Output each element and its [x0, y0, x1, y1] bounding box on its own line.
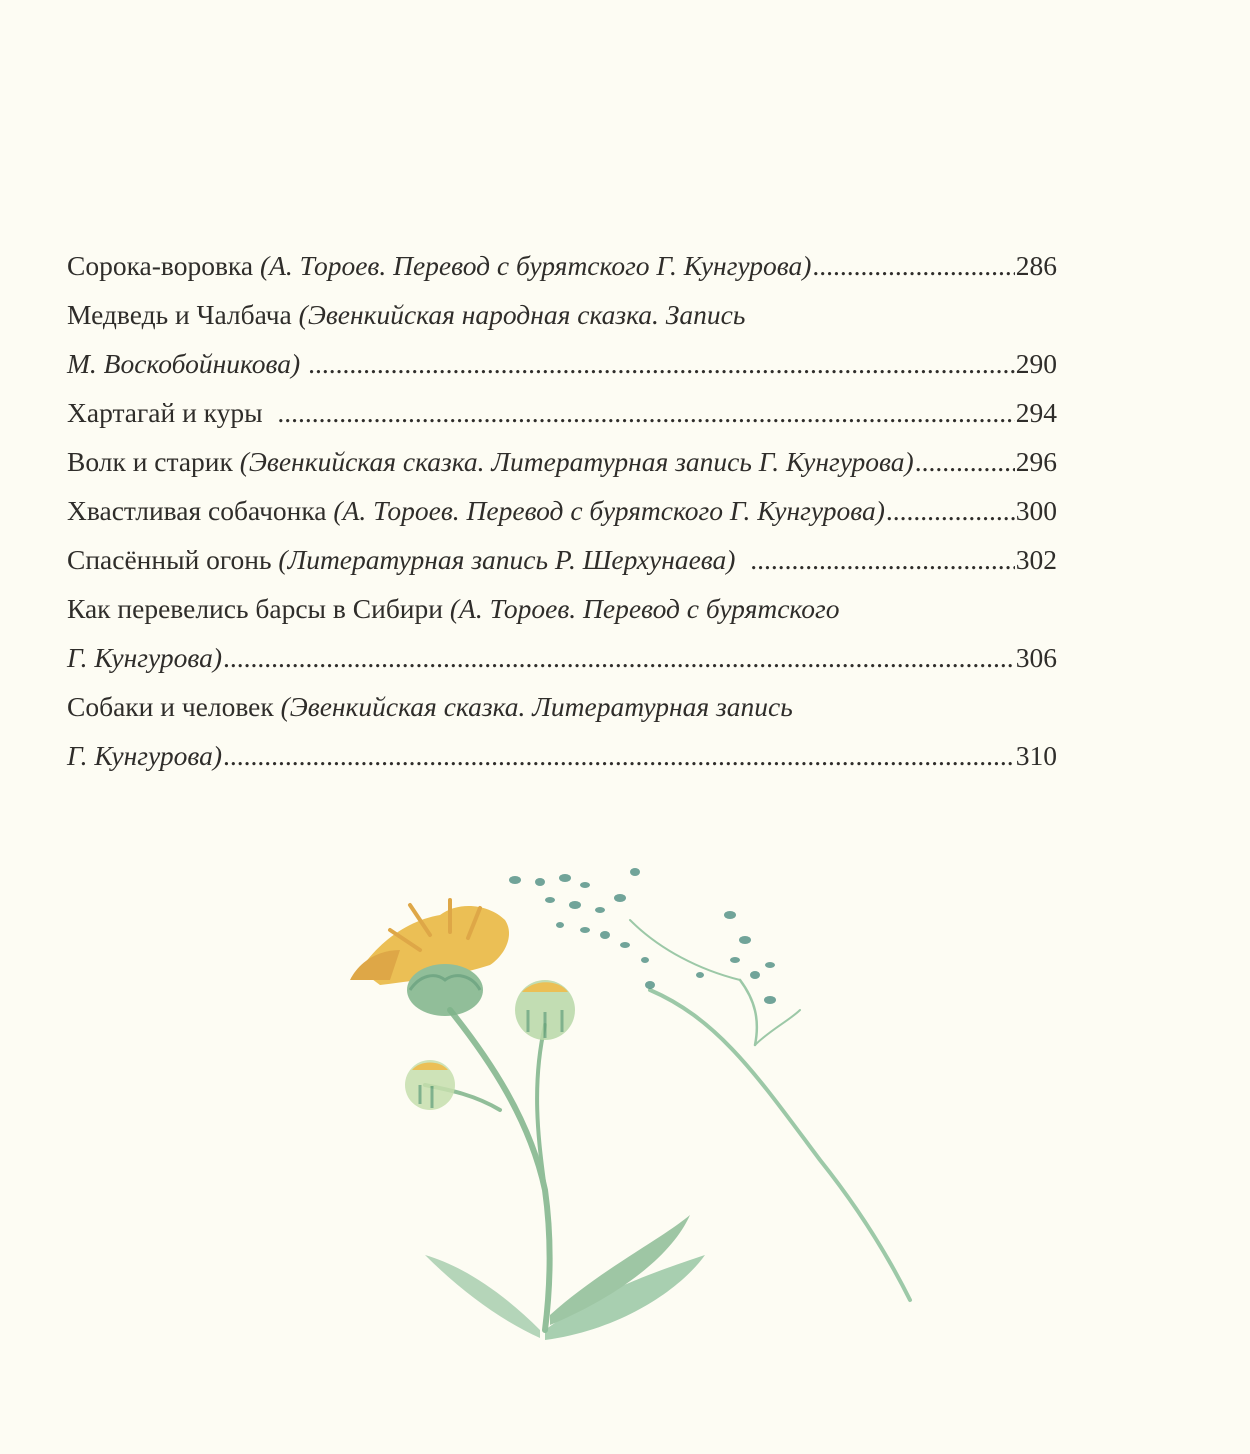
leader-dots [886, 486, 1015, 535]
entry-note: (А. Тороев. Перевод с бурятского [449, 593, 840, 624]
page-number: 300 [1015, 495, 1057, 526]
flower-head [350, 900, 509, 1016]
leader-dots [915, 437, 1015, 486]
grass-branch [630, 920, 740, 980]
entry-title: Хвастливая собачонка [67, 495, 327, 526]
toc-entry[interactable] [67, 290, 1057, 339]
entry-note: (А. Тороев. Перевод с бурятского Г. Кунгурова) [259, 250, 812, 281]
page-number: 302 [1015, 544, 1057, 575]
leader-dots [750, 535, 1015, 584]
table-of-contents [67, 241, 1057, 780]
entry-note: (Эвенкийская народная сказка. Запись [298, 299, 746, 330]
leader-dots [223, 731, 1015, 780]
page-number: 310 [1015, 740, 1057, 771]
entry-title: Сорока-воровка [67, 250, 254, 281]
entry-title: Медведь и Чалбача [67, 299, 292, 330]
entry-title: Волк и старик [67, 446, 233, 477]
entry-title: Собаки и человек [67, 691, 274, 722]
entry-note-continued: Г. Кунгурова) [67, 642, 222, 673]
leader-dots [277, 388, 1014, 437]
entry-title: Хартагай и куры [67, 397, 263, 428]
page-number: 286 [1015, 250, 1057, 281]
page-number: 296 [1015, 446, 1057, 477]
flower-bud [405, 1060, 455, 1110]
leader-dots [223, 633, 1015, 682]
toc-entry-continued[interactable] [67, 339, 1057, 388]
toc-entry[interactable] [67, 437, 1057, 486]
entry-note: (Литературная запись Р. Шерхунаева) [278, 544, 736, 575]
entry-title: Спасённый огонь [67, 544, 272, 575]
grass-branch [740, 980, 757, 1045]
toc-entry[interactable] [67, 486, 1057, 535]
grass-branch [755, 1010, 800, 1045]
leaf [425, 1255, 540, 1338]
toc-entry[interactable] [67, 584, 1057, 633]
toc-entry-continued[interactable] [67, 731, 1057, 780]
toc-entry[interactable] [67, 241, 1057, 290]
watercolor-wildflower-icon [300, 860, 940, 1380]
toc-entry[interactable] [67, 682, 1057, 731]
entry-note-continued: Г. Кунгурова) [67, 740, 222, 771]
flower-bud [515, 980, 575, 1040]
toc-entry[interactable] [67, 535, 1057, 584]
entry-note-continued: М. Воскобойникова) [67, 348, 301, 379]
leader-dots [812, 241, 1014, 290]
entry-title: Как перевелись барсы в Сибири [67, 593, 443, 624]
toc-entry-continued[interactable] [67, 633, 1057, 682]
grass-stem [650, 990, 910, 1300]
toc-entry[interactable] [67, 388, 1057, 437]
entry-note: (Эвенкийская сказка. Литературная запись Г. Кунгурова) [239, 446, 914, 477]
page-number: 290 [1015, 348, 1057, 379]
leader-dots [308, 339, 1015, 388]
entry-note: (Эвенкийская сказка. Литературная запись [280, 691, 793, 722]
page-number: 294 [1015, 397, 1057, 428]
entry-note: (А. Тороев. Перевод с бурятского Г. Кунгурова) [333, 495, 885, 526]
page-number: 306 [1015, 642, 1057, 673]
